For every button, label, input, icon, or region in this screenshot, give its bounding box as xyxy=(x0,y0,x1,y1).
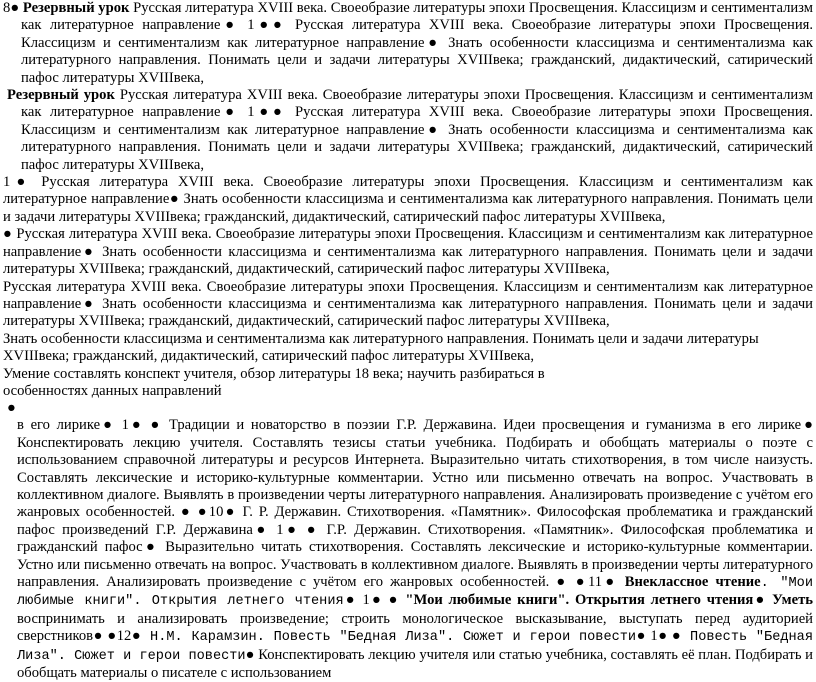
bullet: ● xyxy=(424,121,441,138)
skill-line: Умение составлять конспект учителя, обзор литературы 18 века; научить разбираться в xyxy=(3,365,545,382)
bold-text: "Мои любимые книги". Открытия летнего чтения xyxy=(399,592,754,609)
text: . "Мои любимые книги". Открытия летнего чтения xyxy=(17,576,813,610)
bullet: ● xyxy=(10,0,20,16)
bold-text: Уметь xyxy=(766,592,813,609)
bullet: ● xyxy=(142,539,159,556)
bullet: ● ●10● xyxy=(175,504,237,521)
entry-goal-6 xyxy=(3,331,813,366)
bullet: ● ●11● xyxy=(549,574,618,590)
bullet: ● xyxy=(81,243,96,260)
bullet: ● 1● ● xyxy=(100,417,163,434)
bullet: ● xyxy=(801,417,813,434)
lesson-goal: Знать особенности классицизма и сентиментализма как литературного направления. Понимать цели и задачи литературы XVIIIвека; гражданский, дидактический, сатирический пафос литературы XVIIIвека, xyxy=(21,121,813,173)
bullet: ● 1● ● xyxy=(636,628,682,645)
lesson-topic: Русская литература XVIII века. Своеобразие литературы эпохи Просвещения. Классицизм и сентиментализм как литературное направление xyxy=(21,104,814,138)
bullet: ● xyxy=(81,295,96,312)
bullet: 1● xyxy=(3,174,32,191)
lesson-title: Резервный урок xyxy=(22,0,130,16)
text: Г. Р. Державин. Стихотворения. «Памятник». Философская проблематика и гражданский пафос произведений Г.Р. Державина xyxy=(17,504,813,538)
text: в его лирике xyxy=(17,417,101,434)
entry-lesson-5 xyxy=(3,279,813,331)
text: Г.Р. Державин. Стихотворения. «Памятник». Философская проблематика и гражданский пафос xyxy=(17,521,813,556)
lesson-goal: Знать особенности классицизма и сентиментализма как литературного направления. Понимать цели и задачи литературы XVIIIвека; гражданский, дидактический, сатирический пафос литературы XVIIIвека, xyxy=(21,34,813,86)
lone-bullet: ● xyxy=(7,400,16,417)
bullet: ● 1● ● xyxy=(252,521,320,538)
lesson-topic: Русская литература XVIII века. Своеобразие литературы эпохи Просвещения. Классицизм и сентиментализм как литературное направление xyxy=(3,226,813,260)
entry-skill-7 xyxy=(3,366,813,401)
lesson-goal: Знать особенности классицизма и сентиментализма как литературного направления. Понимать цели и задачи литературы XVIIIвека; гражданский, дидактический, сатирический пафос литературы XVIIIвека, xyxy=(3,243,813,278)
entry-reserve-lesson-1 xyxy=(3,0,813,87)
bullet: ● xyxy=(424,34,441,51)
text: Конспектировать лекцию учителя. Составлять тезисы статьи учебника. Подбирать и обобщать материалы о поэте с использованием справочной литературы и ресурсов Интернета. Выразительно читать стихотворения, в том числе наизусть. Составлять лексические и историко-культурные комментарии. Устно или письменно отвечать на вопрос. Участвовать в коллективном диалоге. Выявлять в произведении черты литературного направления. Анализировать произведение с учётом его жанровых особенностей. xyxy=(17,434,813,521)
text: Выразительно читать стихотворения. Составлять лексические и историко-культурные комментарии. Устно или письменно отвечать на вопрос. Участвовать в коллективном диалоге. Выявлять в произведении черты литературного направления. Анализировать произведение с учётом его жанровых особенностей. xyxy=(17,539,813,590)
lesson-topic: Русская литература XVIII века. Своеобразие литературы эпохи Просвещения. Классицизм и сентиментализм как литературное направление xyxy=(21,0,813,34)
lesson-topic: Русская литература XVIII века. Своеобразие литературы эпохи Просвещения. Классицизм и сентиментализм как литературное направление xyxy=(21,87,813,121)
bullet: ● xyxy=(245,646,255,663)
entry-lesson-4 xyxy=(3,226,813,278)
entry-derzhavin xyxy=(3,417,813,682)
bullet: ● xyxy=(753,592,767,609)
skill-line: особенностях данных направлений xyxy=(3,382,222,399)
lesson-goal: Знать особенности классицизма и сентиментализма как литературного направления. Понимать цели и задачи литературы XVIIIвека; гражданский, дидактический, сатирический пафос литературы XVIIIвека, xyxy=(3,295,813,330)
lesson-topic: Русская литература XVIII века. Своеобразие литературы эпохи Просвещения. Классицизм и сентиментализм как литературное направление xyxy=(21,17,814,51)
text: Конспектировать лекцию учителя или статью учебника, составлять её план. Подбирать и обобщать материалы о писателе с использованием xyxy=(17,646,813,682)
bullet: ● xyxy=(169,191,180,208)
lesson-goal: Знать особенности классицизма и сентиментализма как литературного направления. Понимать цели и задачи литературы XVIIIвека; гражданский, дидактический, сатирический пафос литературы XVIIIвека, xyxy=(3,191,813,225)
text: Традиции и новаторство в поэзии Г.Р. Державина. Идеи просвещения и гуманизма в его лирике xyxy=(162,417,802,434)
bullet: ● 1● ● xyxy=(343,592,400,609)
bullet: ● ●12● xyxy=(93,628,142,645)
lesson-title: Резервный урок xyxy=(7,87,115,104)
bullet: ● 1●● xyxy=(220,104,287,121)
bold-text: Внеклассное чтение xyxy=(617,574,761,590)
bullet: ● xyxy=(3,226,13,243)
entry-reserve-lesson-2 xyxy=(3,87,813,174)
text: воспринимать и анализировать произведение; строить монологическое высказывание, выступать перед аудиторией сверстников xyxy=(17,610,813,645)
lesson-topic: Русская литература XVIII века. Своеобразие литературы эпохи Просвещения. Классицизм и сентиментализм как литературное направление xyxy=(3,278,813,312)
lesson-topic: Русская литература XVIII века. Своеобразие литературы эпохи Просвещения. Классицизм и сентиментализм как литературное направление xyxy=(3,174,813,208)
lesson-goal: Знать особенности классицизма и сентиментализма как литературного направления. Понимать цели и задачи литературы XVIIIвека; гражданский, дидактический, сатирический пафос литературы XVIIIвека, xyxy=(3,330,759,365)
lesson-number: 8 xyxy=(3,0,11,16)
entry-lesson-3 xyxy=(3,174,813,226)
text: Н.М. Карамзин. Повесть "Бедная Лиза". Сюжет и герои повести xyxy=(141,630,637,646)
bullet: ● 1●● xyxy=(220,17,287,34)
text: Повесть "Бедная Лиза". Сюжет и герои повести xyxy=(17,630,813,664)
